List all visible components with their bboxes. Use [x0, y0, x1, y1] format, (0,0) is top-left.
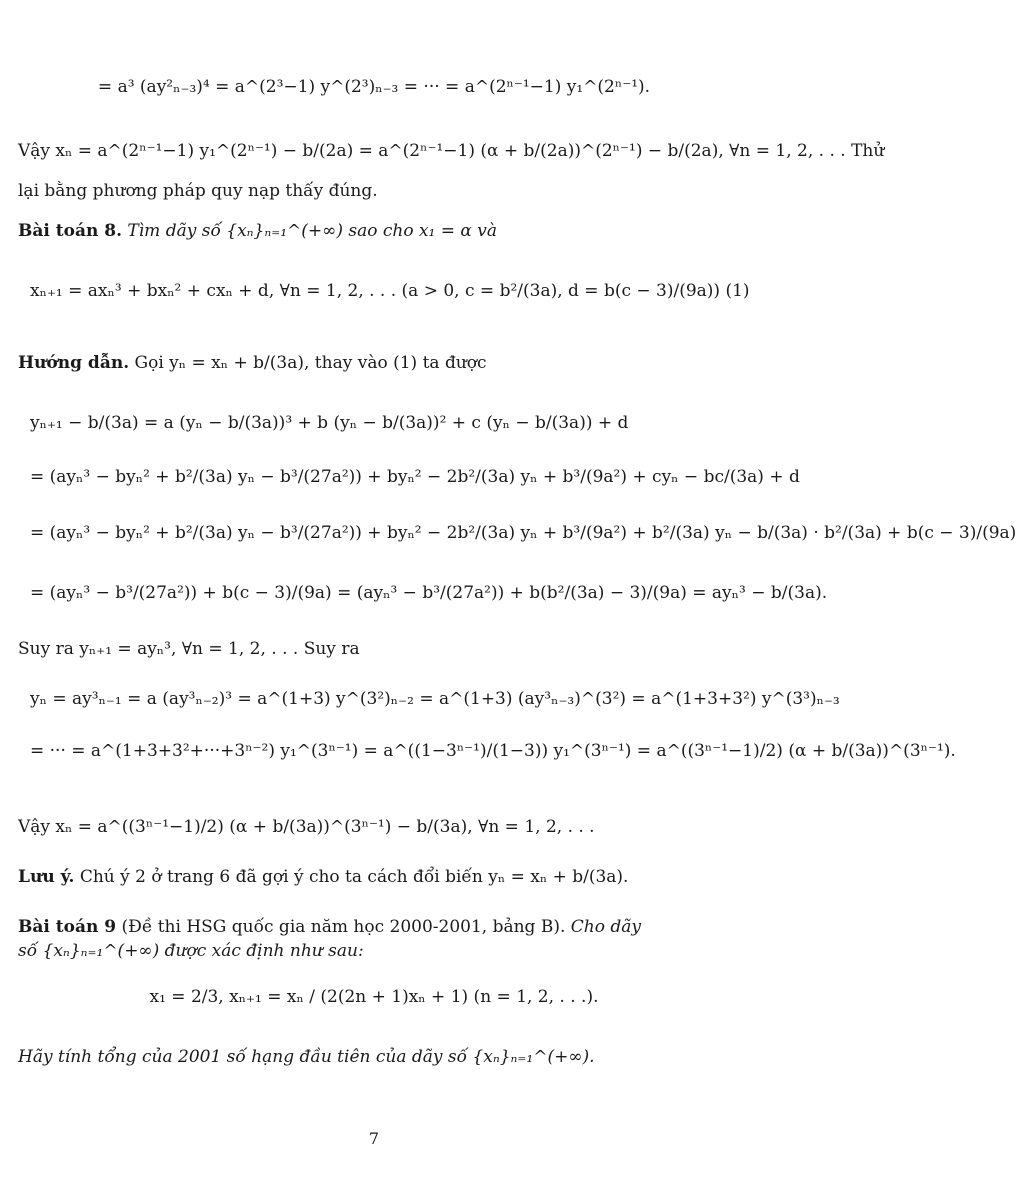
derivation-line-2: = (ayₙ³ − byₙ² + b²/(3a) yₙ − b³/(27a²)) + byₙ² − 2b²/(3a) yₙ + b³/(9a²) + cyₙ − bc/(3a) + d	[30, 467, 800, 487]
derivation-line-4: = (ayₙ³ − b³/(27a²)) + b(c − 3)/(9a) = (ayₙ³ − b³/(27a²)) + b(b²/(3a) − 3)/(9a) = ayₙ³ − b/(3a).	[30, 583, 828, 603]
problem-9-source: (Đề thi HSG quốc gia năm học 2000-2001, bảng B).	[121, 917, 566, 937]
conclusion-line-cont: lại bằng phương pháp quy nạp thấy đúng.	[18, 181, 378, 201]
problem-9-question: Hãy tính tổng của 2001 số hạng đầu tiên của dãy số {xₙ}ₙ₌₁^(+∞).	[18, 1047, 595, 1067]
problem-9-cho-day: Cho dãy	[570, 917, 641, 937]
suy-ra-line: Suy ra yₙ₊₁ = ayₙ³, ∀n = 1, 2, . . . Suy ra	[18, 639, 360, 659]
hint-heading	[18, 352, 730, 375]
problem-8-heading	[18, 220, 730, 243]
yn-chain-line-1: yₙ = ay³ₙ₋₁ = a (ay³ₙ₋₂)³ = a^(1+3) y^(3²)ₙ₋₂ = a^(1+3) (ay³ₙ₋₃)^(3²) = a^(1+3+3²) y^(3³)ₙ₋₃	[30, 689, 840, 709]
derivation-line-3: = (ayₙ³ − byₙ² + b²/(3a) yₙ − b³/(27a²)) + byₙ² − 2b²/(3a) yₙ + b³/(9a²) + b²/(3a) yₙ − b/(3a) · b²/(3a) + b(c − 3)/(9a)	[30, 523, 1016, 543]
problem-9-recurrence: x₁ = 2/3, xₙ₊₁ = xₙ / (2(2n + 1)xₙ + 1) (n = 1, 2, . . .).	[149, 987, 599, 1007]
problem-8-title: Bài toán 8.	[18, 221, 122, 241]
hint-text: Gọi yₙ = xₙ + b/(3a), thay vào (1) ta được	[134, 353, 487, 373]
note-title: Lưu ý.	[18, 867, 75, 887]
note-line	[18, 866, 730, 889]
derivation-line-1: yₙ₊₁ − b/(3a) = a (yₙ − b/(3a))³ + b (yₙ − b/(3a))² + c (yₙ − b/(3a)) + d	[30, 413, 629, 433]
final-formula-line: Vậy xₙ = a^((3ⁿ⁻¹−1)/2) (α + b/(3a))^(3ⁿ⁻¹) − b/(3a), ∀n = 1, 2, . . .	[18, 817, 595, 837]
problem-9-title: Bài toán 9	[18, 917, 117, 937]
yn-chain-line-2: = ··· = a^(1+3+3²+···+3ⁿ⁻²) y₁^(3ⁿ⁻¹) = a^((1−3ⁿ⁻¹)/(1−3)) y₁^(3ⁿ⁻¹) = a^((3ⁿ⁻¹−1)/2) (α + b/(3a))^(3ⁿ⁻¹).	[30, 741, 956, 761]
page-number: 7	[368, 1129, 380, 1148]
problem-9-heading	[18, 916, 730, 939]
conclusion-line: Vậy xₙ = a^(2ⁿ⁻¹−1) y₁^(2ⁿ⁻¹) − b/(2a) = a^(2ⁿ⁻¹−1) (α + b/(2a))^(2ⁿ⁻¹) − b/(2a), ∀n = 1, 2, . . . Thử	[18, 141, 885, 161]
problem-8-statement: Tìm dãy số {xₙ}ₙ₌₁^(+∞) sao cho x₁ = α và	[127, 221, 498, 241]
hint-title: Hướng dẫn.	[18, 353, 130, 373]
equation-line-1: = a³ (ay²ₙ₋₃)⁴ = a^(2³−1) y^(2³)ₙ₋₃ = ··· = a^(2ⁿ⁻¹−1) y₁^(2ⁿ⁻¹).	[97, 77, 651, 97]
note-text: Chú ý 2 ở trang 6 đã gợi ý cho ta cách đổi biến yₙ = xₙ + b/(3a).	[79, 867, 629, 887]
problem-8-recurrence: xₙ₊₁ = axₙ³ + bxₙ² + cxₙ + d, ∀n = 1, 2, . . . (a > 0, c = b²/(3a), d = b(c − 3)/(9a)) (1)	[30, 281, 750, 301]
problem-9-statement: số {xₙ}ₙ₌₁^(+∞) được xác định như sau:	[18, 941, 364, 961]
